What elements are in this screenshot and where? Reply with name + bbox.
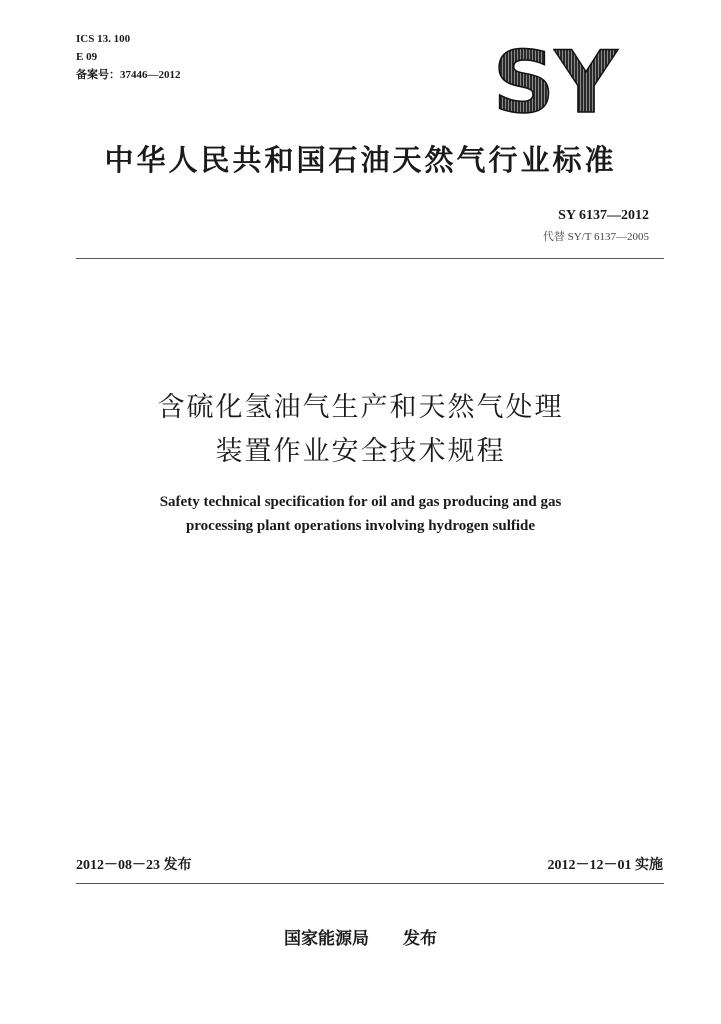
chinese-title: [0, 386, 721, 474]
sy-logo-text: SY: [492, 42, 618, 116]
publisher-action: 发布: [403, 929, 437, 949]
chinese-title-line-2: 装置作业安全技术规程: [215, 436, 506, 467]
sy-logo: [490, 42, 620, 116]
bottom-divider: [76, 883, 664, 884]
publisher-name: 国家能源局: [284, 929, 369, 949]
organization-title: 中华人民共和国石油天然气行业标准: [104, 143, 617, 177]
record-number: 备案号：37446—2012: [76, 69, 181, 81]
top-divider: [76, 258, 664, 259]
publisher-line: [0, 924, 721, 949]
english-title: [0, 490, 721, 538]
issue-date: 2012－08－23 发布: [76, 858, 192, 873]
classification-code: E 09: [76, 51, 98, 63]
standard-number-block: [543, 208, 649, 244]
standard-number: SY 6137—2012: [558, 208, 649, 223]
replaces-standard: 代替 SY/T 6137—2005: [542, 231, 649, 243]
header-meta: [76, 30, 181, 84]
effective-date: 2012－12－01 实施: [547, 858, 663, 873]
english-title-line-1: Safety technical specification for oil and gas producing and gas: [159, 494, 562, 510]
chinese-title-line-1: 含硫化氢油气生产和天然气处理: [157, 392, 564, 423]
ics-code: ICS 13. 100: [76, 33, 131, 45]
english-title-line-2: processing plant operations involving hydrogen sulfide: [185, 518, 536, 534]
